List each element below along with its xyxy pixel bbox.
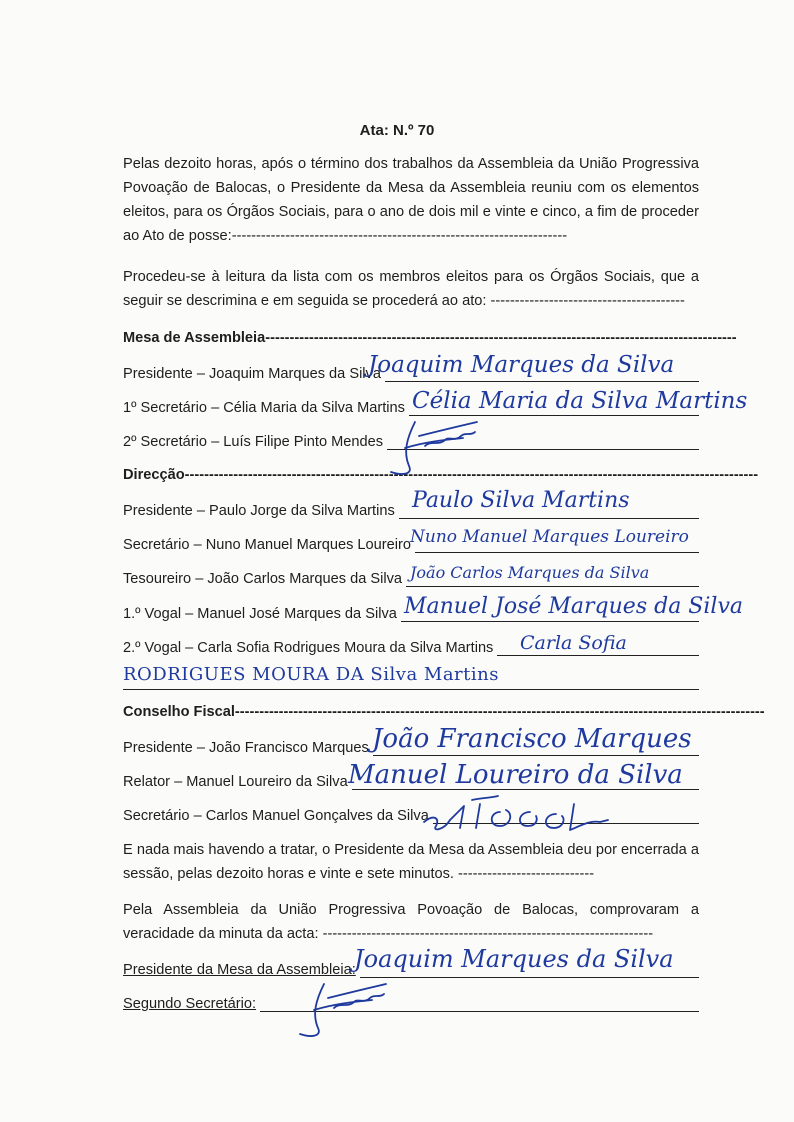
signature-carlos-goncalves <box>420 792 660 836</box>
verify-text: Pela Assembleia da União Progressiva Povoação de Balocas, comprovaram a veracidade da minuta da acta: <box>123 902 699 942</box>
closing-dashes: ---------------------------- <box>458 866 595 882</box>
closing-text: E nada mais havendo a tratar, o Presidente da Mesa da Assembleia deu por encerrada a sessão, pelas dezoito horas e vinte e sete minutos. <box>123 842 699 882</box>
reading-paragraph <box>123 265 699 313</box>
section-conselho-heading: Conselho Fiscal------------------------------------------------------------------------------------------------------------- <box>123 704 765 720</box>
conselho-presidente-label: Presidente – João Francisco Marques <box>123 740 369 756</box>
verify-paragraph <box>123 898 699 946</box>
reading-text: Procedeu-se à leitura da lista com os membros eleitos para os Órgãos Sociais, que a seguir se descrimina e em seguida se procederá ao ato: <box>123 269 699 309</box>
closing-paragraph <box>123 838 699 886</box>
footer-presidente-label: Presidente da Mesa da Assembleia: <box>123 962 356 978</box>
document-title: Ata: N.º 70 <box>359 122 435 139</box>
signature-nuno: Nuno Manuel Marques Loureiro <box>410 527 689 547</box>
signature-luis-mendes <box>385 418 505 478</box>
direccao-vogal2-label: 2.º Vogal – Carla Sofia Rodrigues Moura da Silva Martins <box>123 640 494 656</box>
signature-manuel-loureiro: Manuel Loureiro da Silva <box>348 760 683 790</box>
signature-carla-line2: RODRIGUES MOURA DA Silva Martins <box>123 664 499 685</box>
mesa-secretario2-label: 2º Secretário – Luís Filipe Pinto Mendes <box>123 434 384 450</box>
signature-footer-luis-mendes <box>294 980 414 1040</box>
signature-joao-carlos: João Carlos Marques da Silva <box>410 563 650 582</box>
signature-celia: Célia Maria da Silva Martins <box>412 388 748 414</box>
direccao-vogal1-label: 1.º Vogal – Manuel José Marques da Silva <box>123 606 397 622</box>
intro-text: Pelas dezoito horas, após o término dos trabalhos da Assembleia da União Progressiva Povoação de Balocas, o Presidente da Mesa da Assembleia reuniu com os elementos eleitos, para os Órgãos Sociais, para o ano de dois mil e vinte e cinco, a fim de proceder ao Ato de posse: <box>123 156 699 244</box>
signature-manuel-jose: Manuel José Marques da Silva <box>404 594 743 619</box>
mesa-secretario1-label: 1º Secretário – Célia Maria da Silva Martins <box>123 400 405 416</box>
intro-paragraph <box>123 152 699 248</box>
signature-joaquim: Joaquim Marques da Silva <box>368 352 675 378</box>
footer-secretario-label: Segundo Secretário: <box>123 996 257 1012</box>
verify-dashes: -------------------------------------------------------------------- <box>322 926 654 942</box>
direccao-tesoureiro-label: Tesoureiro – João Carlos Marques da Silva <box>123 571 403 587</box>
signature-paulo: Paulo Silva Martins <box>412 488 630 513</box>
direccao-secretario-label: Secretário – Nuno Manuel Marques Loureiro <box>123 537 411 553</box>
section-mesa-heading: Mesa de Assembleia------------------------------------------------------------------------------------------------- <box>123 330 737 346</box>
conselho-relator-label: Relator – Manuel Loureiro da Silva <box>123 774 348 790</box>
reading-dashes: ---------------------------------------- <box>490 293 685 309</box>
conselho-secretario-label: Secretário – Carlos Manuel Gonçalves da Silva <box>123 808 429 824</box>
intro-dashes: --------------------------------------------------------------------- <box>231 228 568 244</box>
signature-footer-joaquim: Joaquim Marques da Silva <box>354 945 674 973</box>
section-direccao-heading: Direcção---------------------------------------------------------------------------------------------------------------------- <box>123 467 759 483</box>
signature-joao-francisco: João Francisco Marques <box>372 724 692 754</box>
signature-carla-line1: Carla Sofia <box>520 632 627 654</box>
direccao-presidente-label: Presidente – Paulo Jorge da Silva Martins <box>123 503 395 519</box>
mesa-presidente-label: Presidente – Joaquim Marques da Silva <box>123 366 381 382</box>
